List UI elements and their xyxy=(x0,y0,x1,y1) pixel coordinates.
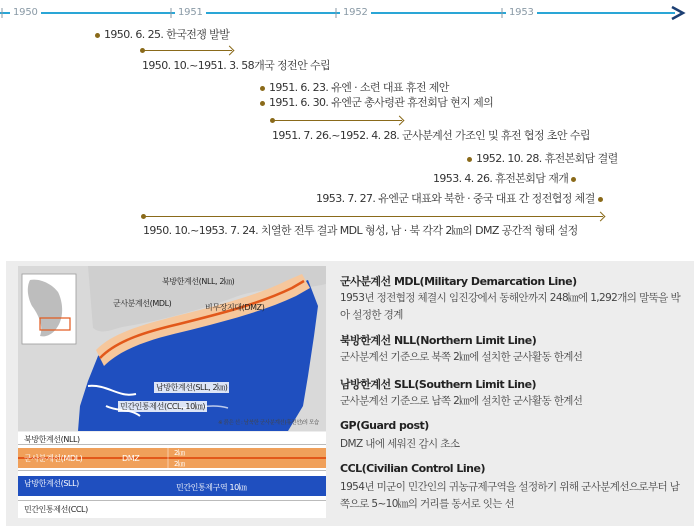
timeline-event: 1951. 6. 23. 유엔 · 소련 대표 휴전 제안 xyxy=(269,81,449,94)
strip-km-south: 2㎞ xyxy=(174,460,185,468)
definition-body-nll: 군사분계선 기준으로 북쪽 2㎞에 설치한 군사활동 한계선 xyxy=(340,351,583,363)
strip-dmz-label: DMZ xyxy=(122,454,140,463)
timeline-event: 1950. 10.~1953. 7. 24. 치열한 전투 결과 MDL 형성, 남 · 북 각각 2㎞의 DMZ 공간적 형태 설정 xyxy=(143,224,578,237)
event-dot xyxy=(260,86,265,91)
definition-body-gp: DMZ 내에 세워진 감시 초소 xyxy=(340,438,460,450)
definition-title-sll: 남방한계선 SLL(Southern Limit Line) xyxy=(340,378,537,391)
strip-civil-zone-label: 민간인통제구역 10㎞ xyxy=(176,483,247,492)
event-dot xyxy=(571,177,576,182)
year-label: 1952 xyxy=(340,7,371,18)
year-label: 1953 xyxy=(506,7,537,18)
timeline-event: 1950. 6. 25. 한국전쟁 발발 xyxy=(104,28,230,41)
nll-map-label: 북방한계선(NLL, 2㎞) xyxy=(162,277,235,286)
timeline-event: 1953. 4. 26. 휴전본회담 재개 xyxy=(433,172,569,185)
event-dot xyxy=(467,157,472,162)
timeline-event: 1951. 6. 30. 유엔군 총사령관 휴전회담 현지 제의 xyxy=(269,96,494,109)
timeline-event: 1953. 7. 27. 유엔군 대표와 북한 · 중국 대표 간 정전협정 체결 xyxy=(316,192,595,205)
definition-title-mdl: 군사분계선 MDL(Military Demarcation Line) xyxy=(340,275,577,288)
definition-body-mdl: 1953년 정전협정 체결시 임진강에서 동해안까지 248㎞에 1,292개의 말뚝을 박아 설정한 경계 xyxy=(340,292,680,321)
year-label: 1950 xyxy=(10,7,41,18)
event-range-arrow xyxy=(143,216,603,217)
event-range-arrow xyxy=(142,50,232,51)
year-label: 1951 xyxy=(175,7,206,18)
mdl-map-label: 군사분계선(MDL) xyxy=(113,299,172,308)
definition-body-ccl: 1954년 미군이 민간인의 귀농규제구역을 설정하기 위해 군사분계선으로부터 남쪽으로 5~10㎞의 거리를 동서로 잇는 선 xyxy=(340,481,680,510)
dmz-map-label: 비무장지대(DMZ) xyxy=(205,303,265,312)
definition-title-gp: GP(Guard post) xyxy=(340,419,429,432)
sll-map-label: 남방한계선(SLL, 2㎞) xyxy=(156,383,228,392)
strip-ccl-label: 민간인통제선(CCL) xyxy=(24,505,88,514)
timeline-event: 1951. 7. 26.~1952. 4. 28. 군사분계선 가조인 및 휴전 협정 초안 수립 xyxy=(272,129,590,142)
map-note: ※ 붉은 선 : 남북한 군사분계선(휴전선)의 모습 xyxy=(218,420,319,426)
timeline-event: 1952. 10. 28. 휴전본회담 결렬 xyxy=(476,152,618,165)
strip-mdl-label: 군사분계선(MDL) xyxy=(24,454,83,463)
event-range-arrow xyxy=(272,120,402,121)
event-dot xyxy=(260,101,265,106)
definition-title-ccl: CCL(Civilian Control Line) xyxy=(340,462,485,475)
timeline-event: 1950. 10.~1951. 3. 58개국 정전안 수립 xyxy=(142,59,331,72)
definition-title-nll: 북방한계선 NLL(Northern Limit Line) xyxy=(340,334,537,347)
dmz-cross-section xyxy=(18,432,326,518)
strip-sll-label: 남방한계선(SLL) xyxy=(24,479,79,488)
strip-km-north: 2㎞ xyxy=(174,449,185,457)
event-dot xyxy=(95,33,100,38)
strip-nll-label: 북방한계선(NLL) xyxy=(24,435,80,444)
definition-body-sll: 군사분계선 기준으로 남쪽 2㎞에 설치한 군사활동 한계선 xyxy=(340,395,583,407)
event-dot xyxy=(598,197,603,202)
dmz-map xyxy=(18,266,326,431)
ccl-map-label: 민간인통제선(CCL, 10㎞) xyxy=(120,402,206,411)
